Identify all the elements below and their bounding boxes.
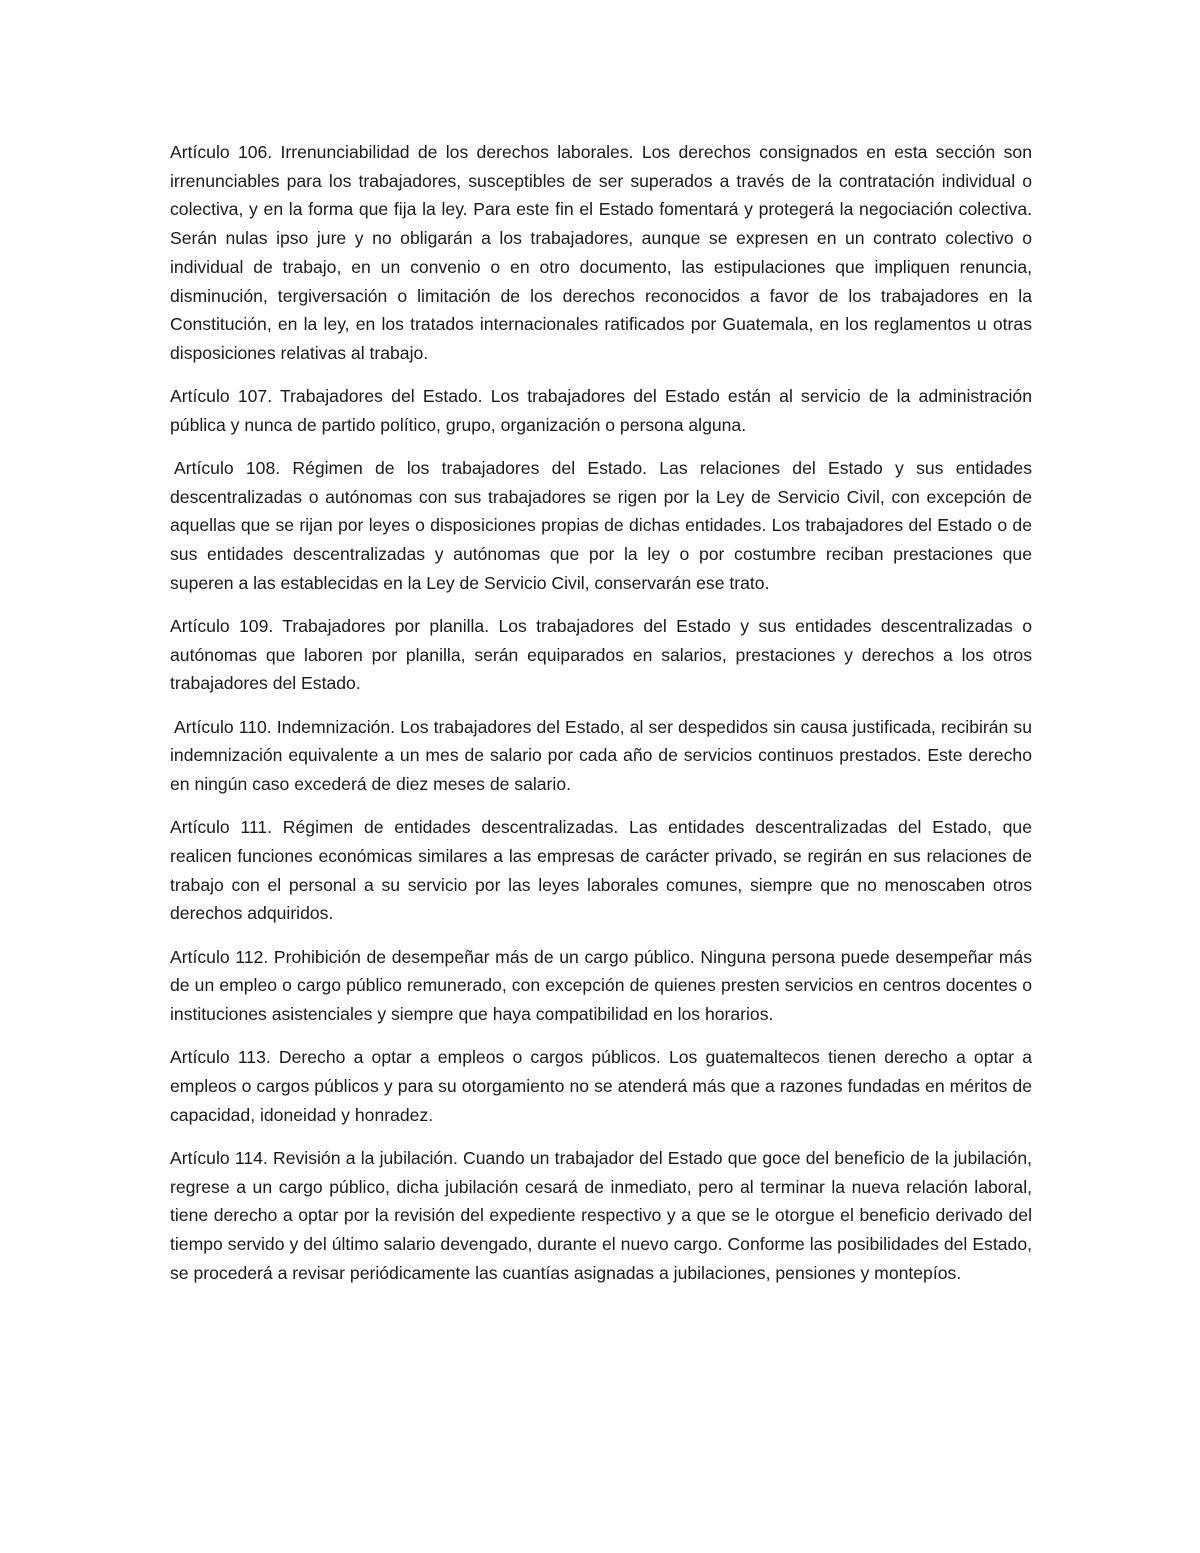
article-114: Artículo 114. Revisión a la jubilación. Cuando un trabajador del Estado que goce del beneficio de la jubilación, regrese a un cargo público, dicha jubilación cesará de inmediato, pero al terminar la nueva relación laboral, tiene derecho a optar por la revisión del expediente respectivo y a que se le otorgue el beneficio derivado del tiempo servido y del último salario devengado, durante el nuevo cargo. Conforme las posibilidades del Estado, se procederá a revisar periódicamente las cuantías asignadas a jubilaciones, pensiones y montepíos. (170, 1147, 1032, 1283)
document-page (170, 138, 1032, 1302)
article-108: Artículo 108. Régimen de los trabajadores del Estado. Las relaciones del Estado y sus entidades descentralizadas o autónomas con sus trabajadores se rigen por la Ley de Servicio Civil, con excepción de aquellas que se rijan por leyes o disposiciones propias de dichas entidades. Los trabajadores del Estado o de sus entidades descentralizadas y autónomas que por la ley o por costumbre reciban prestaciones que superen a las establecidas en la Ley de Servicio Civil, conservarán ese trato. (170, 458, 1032, 593)
article-113: Artículo 113. Derecho a optar a empleos o cargos públicos. Los guatemaltecos tienen derecho a optar a empleos o cargos públicos y para su otorgamiento no se atenderá más que a razones fundadas en méritos de capacidad, idoneidad y honradez. (170, 1047, 1032, 1125)
article-112: Artículo 112. Prohibición de desempeñar más de un cargo público. Ninguna persona puede desempeñar más de un empleo o cargo público remunerado, con excepción de quienes presten servicios en centros docentes o instituciones asistenciales y siempre que haya compatibilidad en los horarios. (170, 946, 1032, 1024)
article-111: Artículo 111. Régimen de entidades descentralizadas. Las entidades descentralizadas del Estado, que realicen funciones económicas similares a las empresas de carácter privado, se regirán en sus relaciones de trabajo con el personal a su servicio por las leyes laborales comunes, siempre que no menoscaben otros derechos adquiridos. (170, 817, 1032, 924)
article-109: Artículo 109. Trabajadores por planilla. Los trabajadores del Estado y sus entidades descentralizadas o autónomas que laboren por planilla, serán equiparados en salarios, prestaciones y derechos a los otros trabajadores del Estado. (170, 616, 1032, 694)
article-110: Artículo 110. Indemnización. Los trabajadores del Estado, al ser despedidos sin causa justificada, recibirán su indemnización equivalente a un mes de salario por cada año de servicios continuos prestados. Este derecho en ningún caso excederá de diez meses de salario. (170, 716, 1032, 795)
article-106: Artículo 106. Irrenunciabilidad de los derechos laborales. Los derechos consignados en esta sección son irrenunciables para los trabajadores, susceptibles de ser superados a través de la contratación individual o colectiva, y en la forma que fija la ley. Para este fin el Estado fomentará y protegerá la negociación colectiva. Serán nulas ipso jure y no obligarán a los trabajadores, aunque se expresen en un contrato colectivo o individual de trabajo, en un convenio o en otro documento, las estipulaciones que impliquen renuncia, disminución, tergiversación o limitación de los derechos reconocidos a favor de los trabajadores en la Constitución, en la ley, en los tratados internacionales ratificados por Guatemala, en los reglamentos u otras disposiciones relativas al trabajo. (170, 142, 1032, 363)
article-107: Artículo 107. Trabajadores del Estado. Los trabajadores del Estado están al servicio de la administración pública y nunca de partido político, grupo, organización o persona alguna. (170, 386, 1032, 435)
